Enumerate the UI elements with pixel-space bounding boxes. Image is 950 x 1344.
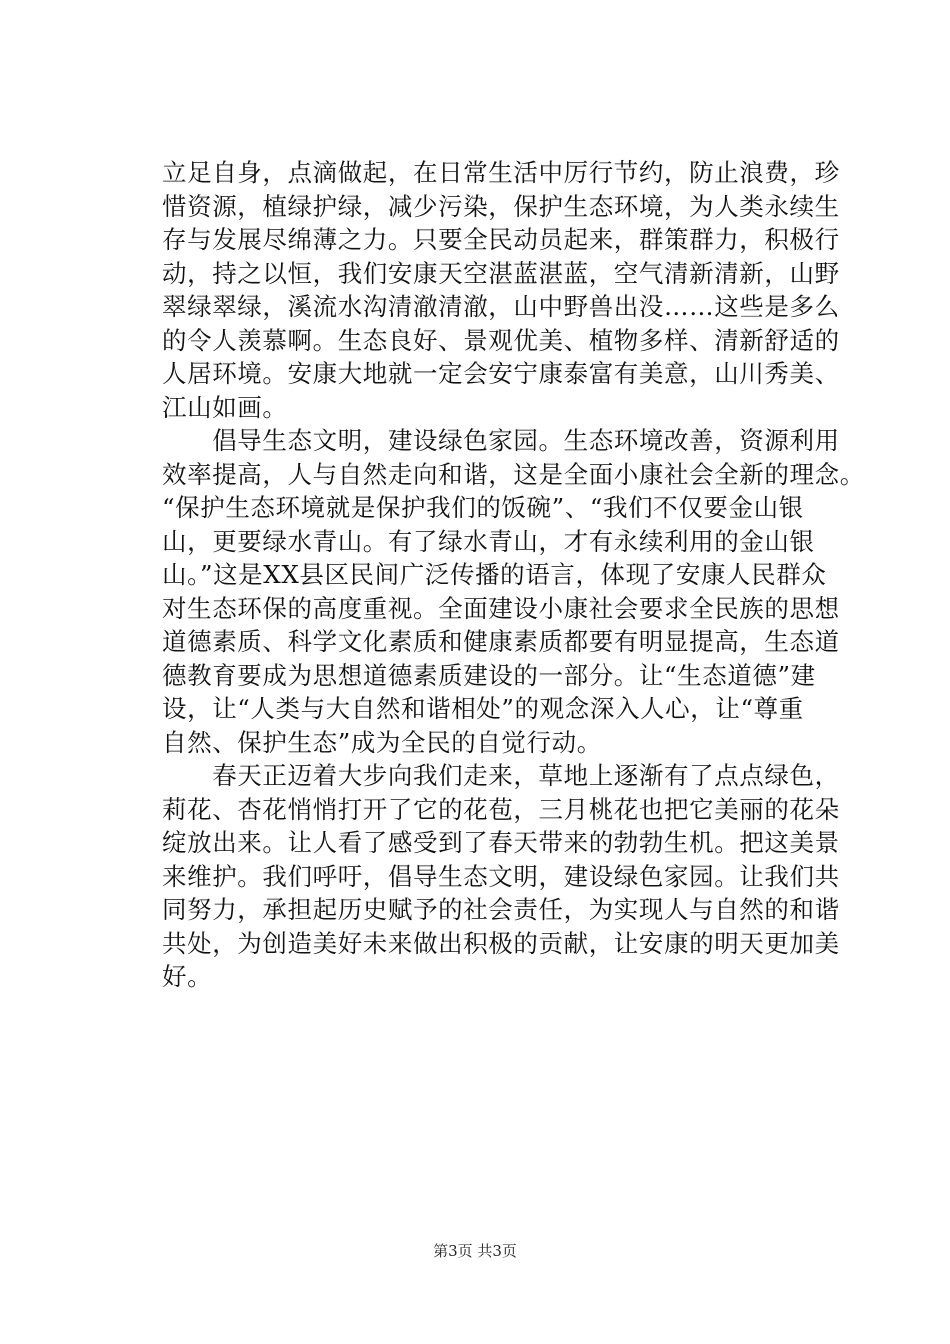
text-line: 绽放出来。让人看了感受到了春天带来的勃勃生机。把这美景 <box>162 828 840 857</box>
text-line: 设，让“人类与大自然和谐相处”的观念深入人心，让“尊重 <box>162 694 804 723</box>
text-line: 莉花、杏花悄悄打开了它的花苞，三月桃花也把它美丽的花朵 <box>162 794 840 824</box>
text-line: 德教育要成为思想道德素质建设的一部分。让“生态道德”建 <box>162 660 816 690</box>
text-line: 存与发展尽绵薄之力。只要全民动员起来，群策群力，积极行 <box>162 225 840 254</box>
text-line: 的令人羡慕啊。生态良好、景观优美、植物多样、清新舒适的 <box>162 325 840 355</box>
text-line: 好。 <box>162 962 213 991</box>
text-line: 同努力，承担起历史赋予的社会责任，为实现人与自然的和谐 <box>162 895 840 924</box>
text-line: 惜资源，植绿护绿，减少污染，保护生态环境，为人类永续生 <box>162 191 840 221</box>
text-line: 道德素质、科学文化素质和健康素质都要有明显提高，生态道 <box>162 627 840 656</box>
page-number-footer: 第3页 共3页 <box>433 1242 517 1260</box>
text-line: 效率提高，人与自然走向和谐，这是全面小康社会全新的理念。 <box>162 459 865 489</box>
text-line: 翠绿翠绿，溪流水沟清澈清澈，山中野兽出没……这些是多么 <box>162 292 840 321</box>
text-line: 立足自身，点滴做起，在日常生活中厉行节约，防止浪费，珍 <box>162 158 840 187</box>
text-line: 江山如画。 <box>162 392 288 422</box>
text-line: 山。”这是XX县区民间广泛传播的语言，体现了安康人民群众 <box>162 560 827 589</box>
text-line: 春天正迈着大步向我们走来，草地上逐渐有了点点绿色， <box>162 761 840 790</box>
text-line: 对生态环保的高度重视。全面建设小康社会要求全民族的思想 <box>162 593 840 623</box>
text-line: 山，更要绿水青山。有了绿水青山，才有永续利用的金山银 <box>162 526 815 556</box>
text-line: “保护生态环境就是保护我们的饭碗”、“我们不仅要金山银 <box>162 493 804 522</box>
text-line: 自然、保护生态”成为全民的自觉行动。 <box>162 727 602 757</box>
text-line: 来维护。我们呼吁，倡导生态文明，建设绿色家园。让我们共 <box>162 861 840 891</box>
text-line: 共处，为创造美好未来做出积极的贡献，让安康的明天更加美 <box>162 928 840 958</box>
text-line: 倡导生态文明，建设绿色家园。生态环境改善，资源利用 <box>162 426 840 455</box>
text-line: 动，持之以恒，我们安康天空湛蓝湛蓝，空气清新清新，山野 <box>162 258 840 288</box>
text-line: 人居环境。安康大地就一定会安宁康泰富有美意，山川秀美、 <box>162 359 840 388</box>
body-text <box>162 156 865 994</box>
